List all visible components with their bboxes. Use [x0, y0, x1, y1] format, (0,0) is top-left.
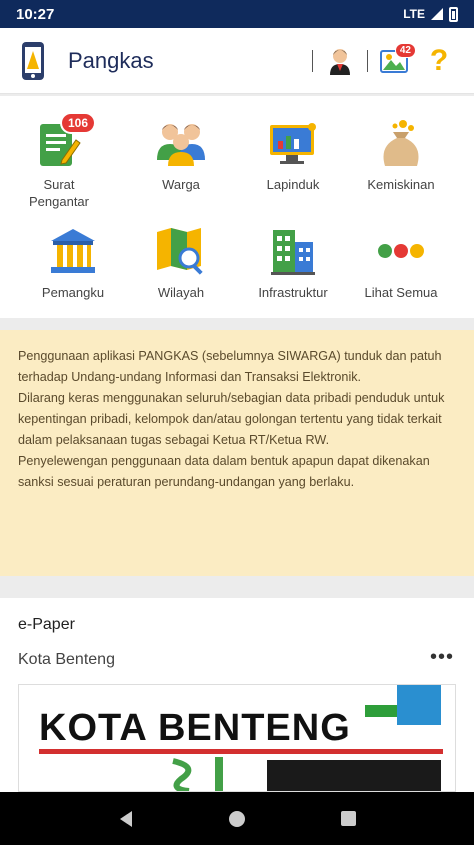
epaper-thumbnail[interactable]	[18, 684, 456, 792]
document-edit-icon	[32, 116, 86, 170]
notice-paragraph-2: Dilarang keras menggunakan seluruh/sebagian data pribadi penduduk untuk kepentingan pribadi, kelompok dan/atau golongan tertentu yang tidak terkait dalam pelaksanaan tugas sebagai Ketua RT/Ketua RW.	[18, 391, 445, 447]
divider	[367, 50, 368, 72]
menu-label: Infrastruktur	[258, 285, 328, 300]
menu-item-lihat-semua[interactable]	[342, 224, 460, 301]
menu-label: Wilayah	[157, 285, 205, 300]
epaper-graphic	[169, 757, 229, 792]
menu-label: Kemiskinan	[367, 177, 435, 192]
app-bar	[0, 28, 474, 94]
menu-item-kemiskinan[interactable]	[342, 116, 460, 193]
menu-label: Pemangku	[41, 285, 105, 300]
menu-item-surat-pengantar[interactable]	[0, 116, 118, 210]
menu-grid	[0, 96, 474, 318]
money-bag-icon	[374, 116, 428, 170]
surat-badge: 106	[60, 112, 96, 134]
menu-label: Lapinduk	[266, 177, 320, 192]
network-type: LTE	[403, 7, 425, 21]
menu-label: Warga	[162, 177, 200, 192]
map-search-icon	[154, 224, 208, 278]
more-options-icon[interactable]: •••	[429, 646, 454, 668]
signal-icon	[431, 8, 443, 20]
epaper-badge	[397, 685, 441, 725]
home-button[interactable]	[217, 799, 257, 839]
masthead-strip	[39, 749, 443, 754]
help-icon: ?	[429, 43, 449, 77]
status-icons	[403, 7, 458, 22]
system-nav-bar	[0, 792, 474, 845]
epaper-masthead: KOTA BENTENG	[39, 707, 351, 749]
profile-button[interactable]	[323, 41, 357, 81]
epaper-tag	[365, 705, 397, 717]
epaper-title: e-Paper	[18, 616, 75, 633]
back-icon	[120, 811, 132, 827]
menu-item-pemangku[interactable]	[14, 224, 132, 301]
menu-item-lapinduk[interactable]	[234, 116, 352, 193]
menu-label: Lihat Semua	[364, 285, 438, 300]
government-building-icon	[46, 224, 100, 278]
people-icon	[154, 116, 208, 170]
divider	[312, 50, 313, 72]
help-button[interactable]	[422, 41, 456, 81]
notifications-button[interactable]	[378, 41, 412, 81]
status-time: 10:27	[16, 5, 55, 23]
recents-icon	[341, 811, 356, 826]
notice-paragraph-1: Penggunaan aplikasi PANGKAS (sebelumnya SIWARGA) tunduk dan patuh terhadap Undang-undang Informasi dan Transaksi Elektronik.	[18, 349, 442, 384]
app-title: Pangkas	[68, 47, 154, 73]
notification-badge: 42	[395, 43, 416, 58]
legal-notice	[0, 330, 474, 576]
recents-button[interactable]	[328, 799, 368, 839]
epaper-section	[0, 598, 474, 792]
battery-icon	[449, 7, 458, 22]
back-button[interactable]	[106, 799, 146, 839]
epaper-photo	[267, 760, 441, 792]
status-bar	[0, 0, 474, 28]
menu-item-warga[interactable]	[122, 116, 240, 193]
menu-label: Surat Pengantar	[29, 177, 89, 209]
home-icon	[229, 811, 245, 827]
report-monitor-icon	[266, 116, 320, 170]
appbar-actions	[312, 41, 456, 81]
notice-paragraph-3: Penyelewengan penggunaan data dalam bentuk apapun dapat dikenakan sanksi sesuai peraturan perundang-undangan yang berlaku.	[18, 454, 430, 489]
menu-item-wilayah[interactable]	[122, 224, 240, 301]
user-avatar-icon	[327, 47, 353, 75]
buildings-icon	[266, 224, 320, 278]
menu-item-infrastruktur[interactable]	[234, 224, 352, 301]
app-logo-icon	[18, 41, 48, 81]
epaper-source: Kota Benteng	[18, 651, 115, 668]
more-dots-icon	[374, 224, 428, 278]
